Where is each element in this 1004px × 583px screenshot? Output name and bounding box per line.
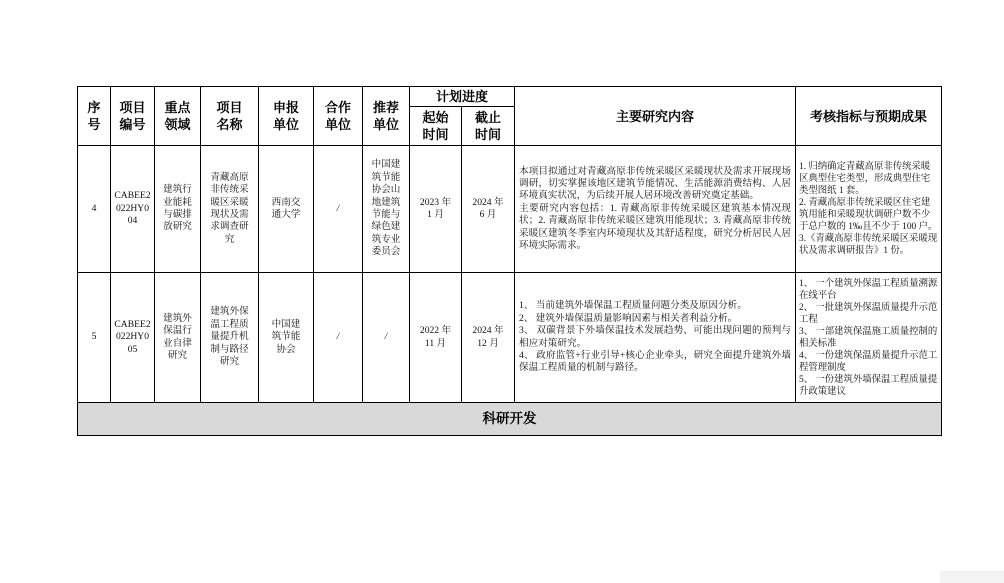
header-recommender: 推荐 单位 bbox=[363, 87, 410, 146]
header-applicant: 申报 单位 bbox=[259, 87, 314, 146]
section-title: 科研开发 bbox=[78, 403, 942, 436]
cell-field: 建筑行 业能耗 与碳排 放研究 bbox=[155, 146, 201, 273]
project-table bbox=[77, 86, 942, 436]
cell-content bbox=[515, 273, 796, 403]
cell-seq: 4 bbox=[78, 146, 111, 273]
cell-code: CABEE2 022HY0 05 bbox=[111, 273, 155, 403]
section-row bbox=[78, 403, 942, 436]
cell-applicant: 中国建 筑节能 协会 bbox=[259, 273, 314, 403]
header-name: 项目 名称 bbox=[201, 87, 259, 146]
content-paragraph: 本项目拟通过对青藏高原非传统采暖区采暖现状及需求开展现场调研，切实掌握该地区建筑节能情况、生活能源消费结构、人居环境真实状况，为后续开展人居环境改善研究奠定基础。 主要研究内容包括：1. 青藏高原非传统采暖区建筑基本情况现状；2. 青藏高原非传统采暖区建筑用能现状；3. 青藏高原非传统采暖区建筑冬季室内环境现状及其舒适程度，研究分析居民人居环境实际需求。 bbox=[519, 165, 792, 252]
outcome-item: 3.《青藏高原非传统采暖区采暖现状及需求调研报告》1 份。 bbox=[799, 234, 938, 256]
content-item: 3、 双碳背景下外墙保温技术发展趋势、可能出现问题的预判与相应对策研究。 bbox=[519, 325, 792, 349]
page-corner-shade bbox=[940, 571, 1004, 583]
outcome-item: 4、 一份建筑保温质量提升示范工程管理制度 bbox=[799, 350, 938, 373]
header-start: 起始 时间 bbox=[410, 107, 462, 146]
content-item: 1、 当前建筑外墙保温工程质量问题分类及原因分析。 bbox=[519, 300, 747, 312]
outcome-item: 1. 归纳确定青藏高原非传统采暖区典型住宅类型，形成典型住宅类型图纸 1 套。 bbox=[799, 162, 931, 196]
cell-code: CABEE2 022HY0 04 bbox=[111, 146, 155, 273]
table-row bbox=[78, 146, 942, 273]
outcome-item: 5、 一份建筑外墙保温工程质量提升政策建议 bbox=[799, 374, 938, 397]
outcome-item: 3、 一部建筑保温施工质量控制的相关标准 bbox=[799, 326, 938, 349]
cell-start: 2023 年 1 月 bbox=[410, 146, 462, 273]
outcome-item: 2、 一批建筑外保温质量提升示范工程 bbox=[799, 302, 938, 325]
header-end: 截止 时间 bbox=[462, 107, 515, 146]
cell-partner: / bbox=[314, 273, 363, 403]
header-content: 主要研究内容 bbox=[515, 87, 796, 146]
header-schedule: 计划进度 bbox=[410, 87, 515, 107]
cell-name: 建筑外保 温工程质 量提升机 制与路径 研究 bbox=[201, 273, 259, 403]
header-outcomes: 考核指标与预期成果 bbox=[796, 87, 942, 146]
cell-content bbox=[515, 146, 796, 273]
outcome-item: 1、 一个建筑外保温工程质量溯源在线平台 bbox=[799, 278, 938, 301]
cell-recommender: 中国建 筑节能 协会山 地建筑 节能与 绿色建 筑专业 委员会 bbox=[363, 146, 410, 273]
cell-end: 2024 年 6 月 bbox=[462, 146, 515, 273]
header-seq: 序 号 bbox=[78, 87, 111, 146]
cell-start: 2022 年 11 月 bbox=[410, 273, 462, 403]
content-item: 2、 建筑外墙保温质量影响因素与相关者利益分析。 bbox=[519, 312, 738, 324]
cell-partner: / bbox=[314, 146, 363, 273]
header-field: 重点 领域 bbox=[155, 87, 201, 146]
cell-recommender: / bbox=[363, 273, 410, 403]
header-row-1 bbox=[78, 87, 942, 107]
outcome-item: 2. 青藏高原非传统采暖区住宅建筑用能和采暖现状调研户数不少于总户数的 1‰且不少于 100 户。 bbox=[799, 198, 938, 232]
cell-applicant: 西南交 通大学 bbox=[259, 146, 314, 273]
content-item: 4、 政府监管+行业引导+核心企业牵头，研究全面提升建筑外墙保温工程质量的机制与路径。 bbox=[519, 349, 792, 374]
cell-end: 2024 年 12 月 bbox=[462, 273, 515, 403]
header-partner: 合作 单位 bbox=[314, 87, 363, 146]
table-row bbox=[78, 273, 942, 403]
cell-name: 青藏高原 非传统采 暖区采暖 现状及需 求调查研 究 bbox=[201, 146, 259, 273]
cell-field: 建筑外 保温行 业自律 研究 bbox=[155, 273, 201, 403]
cell-seq: 5 bbox=[78, 273, 111, 403]
cell-outcomes bbox=[796, 146, 942, 273]
cell-outcomes bbox=[796, 273, 942, 403]
header-code: 项目 编号 bbox=[111, 87, 155, 146]
